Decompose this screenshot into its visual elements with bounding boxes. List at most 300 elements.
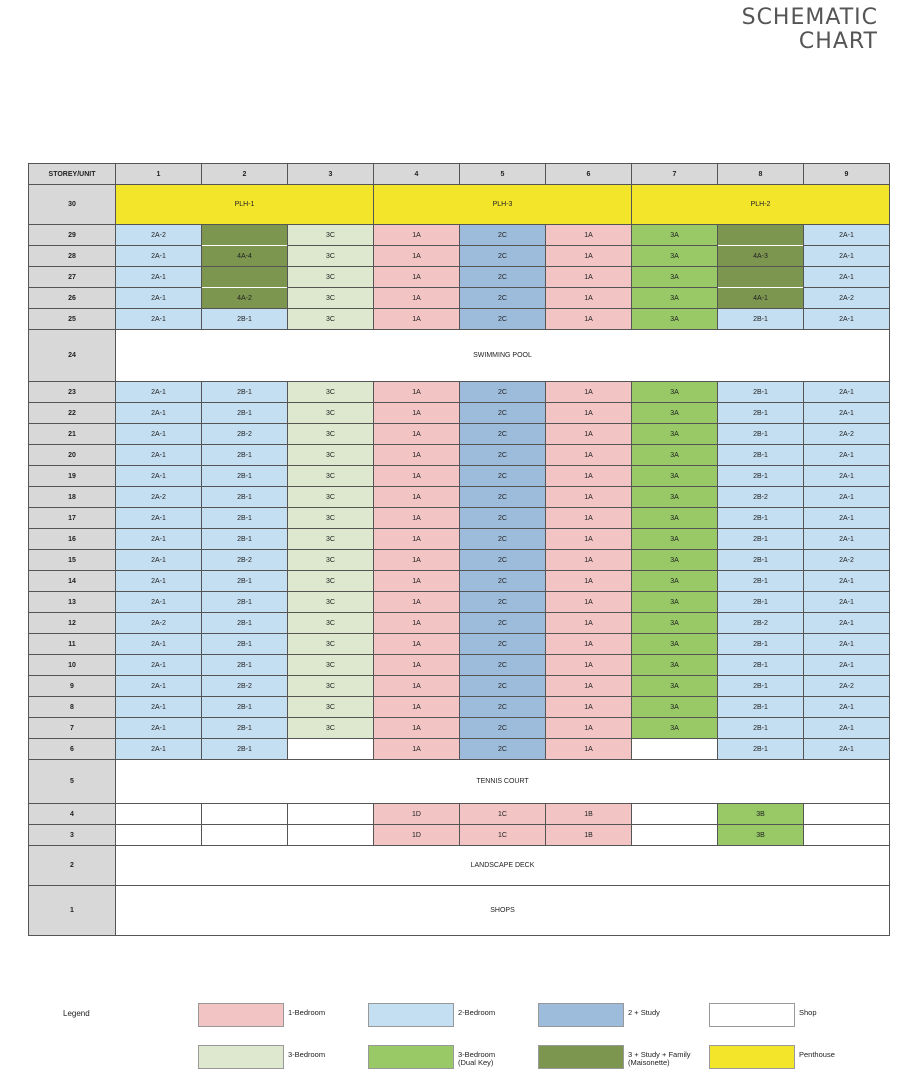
unit-cell: 1A (374, 403, 460, 424)
unit-cell: 1A (546, 424, 632, 445)
unit-cell: 3A (632, 634, 718, 655)
storey-label: 15 (29, 550, 116, 571)
unit-cell: 1A (374, 613, 460, 634)
unit-cell: 2B-2 (202, 424, 288, 445)
unit-cell: 2A-2 (116, 225, 202, 246)
unit-cell: 3A (632, 288, 718, 309)
unit-cell: 2B-1 (718, 718, 804, 739)
storey-row-6 (29, 739, 890, 760)
unit-cell: 3A (632, 424, 718, 445)
unit-cell: 2B-1 (718, 550, 804, 571)
unit-cell: 1C (460, 825, 546, 846)
unit-cell: 2A-1 (116, 288, 202, 309)
unit-cell: 1A (546, 571, 632, 592)
unit-cell: 3C (288, 246, 374, 267)
unit-cell: 1C (460, 804, 546, 825)
unit-cell: 1A (374, 676, 460, 697)
unit-cell: 1A (546, 267, 632, 288)
storey-row-14 (29, 571, 890, 592)
facility-cell: SHOPS (116, 886, 890, 936)
unit-cell: 2C (460, 445, 546, 466)
table-body (29, 185, 890, 936)
unit-cell: 1A (374, 634, 460, 655)
unit-cell: 2B-2 (718, 487, 804, 508)
legend-label: 1-Bedroom (288, 1008, 326, 1017)
unit-cell: 3C (288, 466, 374, 487)
storey-label: 17 (29, 508, 116, 529)
unit-cell: 3C (288, 403, 374, 424)
storey-label: 24 (29, 330, 116, 382)
unit-cell: 1A (374, 466, 460, 487)
legend-swatch (198, 1003, 284, 1027)
unit-cell: 2B-1 (202, 309, 288, 330)
unit-cell: 2A-1 (804, 403, 890, 424)
legend-swatch (368, 1045, 454, 1069)
storey-row-2 (29, 846, 890, 886)
unit-cell: 3A (632, 508, 718, 529)
unit-cell: 3A (632, 697, 718, 718)
facility-cell: LANDSCAPE DECK (116, 846, 890, 886)
storey-label: 20 (29, 445, 116, 466)
unit-cell: 1A (546, 508, 632, 529)
unit-cell: 2C (460, 550, 546, 571)
unit-cell: 2B-1 (202, 487, 288, 508)
legend-item (709, 1003, 900, 1029)
header-unit-5: 5 (460, 164, 546, 185)
unit-cell: 2A-2 (804, 424, 890, 445)
header-unit-2: 2 (202, 164, 288, 185)
storey-row-29 (29, 225, 890, 246)
unit-cell: 1A (546, 655, 632, 676)
unit-cell: 3A (632, 571, 718, 592)
unit-cell: 2B-1 (202, 466, 288, 487)
unit-cell: 2B-2 (718, 613, 804, 634)
unit-cell: 2A-1 (116, 382, 202, 403)
unit-cell: 2C (460, 466, 546, 487)
unit-cell: 2B-1 (202, 445, 288, 466)
unit-cell (202, 225, 288, 246)
unit-cell: 1A (374, 655, 460, 676)
unit-cell: 2C (460, 309, 546, 330)
storey-row-7 (29, 718, 890, 739)
storey-row-16 (29, 529, 890, 550)
storey-label: 25 (29, 309, 116, 330)
unit-cell: 1A (546, 592, 632, 613)
storey-label: 9 (29, 676, 116, 697)
unit-cell: 3A (632, 246, 718, 267)
unit-cell: 2A-1 (804, 445, 890, 466)
unit-cell: 2B-1 (202, 634, 288, 655)
unit-cell: 2A-1 (804, 225, 890, 246)
unit-cell: 2C (460, 655, 546, 676)
unit-cell: 4A-2 (202, 288, 288, 309)
unit-cell: 1A (546, 382, 632, 403)
unit-cell: 4A-4 (202, 246, 288, 267)
storey-row-5 (29, 760, 890, 804)
unit-cell: 2A-1 (116, 508, 202, 529)
unit-cell: 2A-1 (804, 508, 890, 529)
unit-cell: 2B-1 (202, 403, 288, 424)
storey-label: 16 (29, 529, 116, 550)
storey-label: 12 (29, 613, 116, 634)
unit-cell: 3C (288, 382, 374, 403)
storey-label: 30 (29, 185, 116, 225)
title-line-1: SCHEMATIC (741, 5, 878, 30)
storey-row-27 (29, 267, 890, 288)
unit-cell: 3C (288, 508, 374, 529)
unit-cell: 2A-1 (116, 697, 202, 718)
unit-cell: 2A-1 (116, 445, 202, 466)
unit-cell: 3A (632, 382, 718, 403)
unit-cell: 2B-1 (202, 697, 288, 718)
unit-cell: 2A-1 (116, 634, 202, 655)
storey-row-4 (29, 804, 890, 825)
unit-cell: 1D (374, 825, 460, 846)
header-unit-9: 9 (804, 164, 890, 185)
legend-label: 2 + Study (628, 1008, 660, 1017)
unit-cell: 4A-1 (718, 288, 804, 309)
unit-cell: 1A (546, 634, 632, 655)
unit-cell: 3C (288, 267, 374, 288)
unit-cell: 3C (288, 613, 374, 634)
storey-label: 3 (29, 825, 116, 846)
storey-row-28 (29, 246, 890, 267)
unit-cell: 2A-1 (804, 697, 890, 718)
unit-cell: 1D (374, 804, 460, 825)
table-header (29, 164, 890, 185)
unit-cell: 2C (460, 718, 546, 739)
unit-cell: 2B-1 (718, 529, 804, 550)
unit-cell: 2B-2 (202, 676, 288, 697)
storey-label: 28 (29, 246, 116, 267)
storey-row-26 (29, 288, 890, 309)
unit-cell: 1A (374, 246, 460, 267)
unit-cell: 3A (632, 613, 718, 634)
unit-cell: 2A-2 (116, 487, 202, 508)
unit-cell: 1A (374, 267, 460, 288)
header-unit-6: 6 (546, 164, 632, 185)
unit-cell: 2A-1 (804, 592, 890, 613)
unit-cell: 1A (546, 487, 632, 508)
unit-cell: 1A (546, 718, 632, 739)
unit-cell: 1A (546, 739, 632, 760)
unit-cell: 2A-1 (804, 655, 890, 676)
header-unit-3: 3 (288, 164, 374, 185)
unit-cell: 2C (460, 382, 546, 403)
unit-cell (632, 825, 718, 846)
unit-cell: 1A (546, 550, 632, 571)
storey-label: 14 (29, 571, 116, 592)
unit-cell: 3A (632, 466, 718, 487)
unit-cell: 3B (718, 804, 804, 825)
unit-cell: 1B (546, 804, 632, 825)
unit-cell: 2A-1 (116, 309, 202, 330)
legend-swatch (709, 1045, 795, 1069)
unit-cell: 2C (460, 592, 546, 613)
unit-cell: 1A (374, 529, 460, 550)
unit-cell: 2B-1 (202, 571, 288, 592)
unit-cell: 3A (632, 718, 718, 739)
unit-cell: 2C (460, 246, 546, 267)
unit-cell: 1A (374, 487, 460, 508)
header-unit-8: 8 (718, 164, 804, 185)
unit-cell: 3C (288, 225, 374, 246)
unit-cell: 3C (288, 487, 374, 508)
unit-cell: 2B-1 (202, 592, 288, 613)
unit-cell: 2C (460, 634, 546, 655)
unit-cell: 3A (632, 676, 718, 697)
unit-cell: 2C (460, 739, 546, 760)
unit-cell: 1A (374, 288, 460, 309)
legend-label: 3-Bedroom (Dual Key) (458, 1050, 496, 1067)
unit-cell: 2A-2 (804, 676, 890, 697)
unit-cell: 2B-1 (202, 382, 288, 403)
unit-cell: 2B-1 (718, 445, 804, 466)
legend-label: 3-Bedroom (288, 1050, 326, 1059)
legend-label: Shop (799, 1008, 817, 1017)
unit-cell: 3A (632, 445, 718, 466)
storey-row-22 (29, 403, 890, 424)
header-unit-7: 7 (632, 164, 718, 185)
unit-cell: 2A-1 (804, 267, 890, 288)
unit-cell: 3A (632, 267, 718, 288)
legend-swatch (709, 1003, 795, 1027)
unit-cell: PLH-1 (116, 185, 374, 225)
header-unit-1: 1 (116, 164, 202, 185)
unit-cell: 2C (460, 529, 546, 550)
storey-label: 27 (29, 267, 116, 288)
unit-cell: 2B-1 (202, 718, 288, 739)
storey-label: 22 (29, 403, 116, 424)
unit-cell: 2A-1 (804, 529, 890, 550)
legend (28, 995, 881, 1075)
header-storey-unit: STOREY/UNIT (29, 164, 116, 185)
unit-cell: 2A-1 (804, 571, 890, 592)
legend-swatch (538, 1003, 624, 1027)
unit-cell: 3C (288, 424, 374, 445)
unit-cell: 2C (460, 676, 546, 697)
unit-cell: 2A-1 (116, 571, 202, 592)
storey-label: 23 (29, 382, 116, 403)
unit-cell: 1A (374, 508, 460, 529)
unit-cell: 2A-2 (804, 550, 890, 571)
unit-cell: 2B-1 (718, 466, 804, 487)
unit-cell: 2A-1 (116, 739, 202, 760)
legend-swatch (368, 1003, 454, 1027)
unit-cell: 2A-1 (116, 718, 202, 739)
unit-cell: 2B-1 (718, 403, 804, 424)
unit-cell: 3A (632, 592, 718, 613)
unit-cell (632, 804, 718, 825)
storey-label: 2 (29, 846, 116, 886)
unit-cell: 2A-2 (804, 288, 890, 309)
unit-cell: 1A (374, 424, 460, 445)
unit-cell: 1A (374, 718, 460, 739)
storey-label: 18 (29, 487, 116, 508)
storey-label: 1 (29, 886, 116, 936)
unit-cell: 2B-1 (718, 508, 804, 529)
unit-cell: 2A-1 (116, 655, 202, 676)
unit-cell: 1A (374, 445, 460, 466)
unit-cell: 1A (546, 676, 632, 697)
unit-cell: 2C (460, 487, 546, 508)
unit-cell: 2A-1 (116, 424, 202, 445)
storey-row-19 (29, 466, 890, 487)
unit-cell: 2B-1 (202, 655, 288, 676)
storey-row-11 (29, 634, 890, 655)
unit-cell: 2A-1 (804, 739, 890, 760)
storey-label: 5 (29, 760, 116, 804)
storey-label: 19 (29, 466, 116, 487)
unit-cell: 3A (632, 309, 718, 330)
unit-cell: 1A (546, 403, 632, 424)
unit-cell: 2B-1 (718, 676, 804, 697)
unit-cell: 1A (546, 697, 632, 718)
unit-cell: 2A-1 (116, 246, 202, 267)
unit-cell: 3C (288, 529, 374, 550)
unit-cell (288, 739, 374, 760)
unit-cell: 1A (546, 309, 632, 330)
storey-label: 7 (29, 718, 116, 739)
unit-cell: 3A (632, 655, 718, 676)
unit-cell: 2A-1 (116, 403, 202, 424)
unit-cell (804, 804, 890, 825)
facility-cell: SWIMMING POOL (116, 330, 890, 382)
storey-label: 26 (29, 288, 116, 309)
unit-cell: 2C (460, 613, 546, 634)
storey-label: 29 (29, 225, 116, 246)
unit-cell: 2A-1 (116, 676, 202, 697)
unit-cell: 1A (546, 246, 632, 267)
storey-row-18 (29, 487, 890, 508)
unit-cell (718, 267, 804, 288)
unit-cell: 2A-1 (804, 613, 890, 634)
unit-cell: 2B-1 (202, 529, 288, 550)
unit-cell: 1A (374, 697, 460, 718)
unit-cell (202, 825, 288, 846)
unit-cell: 2A-1 (804, 487, 890, 508)
unit-cell (288, 804, 374, 825)
unit-cell: 1A (374, 225, 460, 246)
unit-cell (202, 267, 288, 288)
unit-cell (804, 825, 890, 846)
storey-row-15 (29, 550, 890, 571)
storey-row-23 (29, 382, 890, 403)
header-row (29, 164, 890, 185)
unit-cell: 2B-1 (718, 592, 804, 613)
unit-cell: 2B-1 (718, 697, 804, 718)
unit-cell: 2A-1 (804, 309, 890, 330)
unit-cell: 2C (460, 267, 546, 288)
facility-cell: TENNIS COURT (116, 760, 890, 804)
unit-cell: 3A (632, 225, 718, 246)
legend-label: 2-Bedroom (458, 1008, 496, 1017)
unit-cell: 2A-1 (116, 529, 202, 550)
unit-cell: 2A-1 (804, 382, 890, 403)
storey-row-25 (29, 309, 890, 330)
unit-cell: 2C (460, 288, 546, 309)
storey-row-1 (29, 886, 890, 936)
unit-cell: 2B-1 (202, 508, 288, 529)
unit-cell: 3C (288, 550, 374, 571)
unit-cell: 1A (546, 466, 632, 487)
unit-cell: 3A (632, 403, 718, 424)
page-title (742, 6, 878, 54)
unit-cell: 3C (288, 445, 374, 466)
unit-cell: 2B-1 (718, 382, 804, 403)
unit-cell: 4A-3 (718, 246, 804, 267)
unit-cell: 1A (374, 592, 460, 613)
unit-cell: 2B-2 (202, 550, 288, 571)
unit-cell: 3A (632, 550, 718, 571)
unit-cell: 1B (546, 825, 632, 846)
unit-cell (116, 804, 202, 825)
header-unit-4: 4 (374, 164, 460, 185)
legend-label: 3 + Study + Family (Maisonette) (628, 1050, 691, 1067)
unit-cell: 2A-1 (804, 246, 890, 267)
unit-cell: 2B-1 (202, 739, 288, 760)
unit-cell: 3C (288, 571, 374, 592)
storey-label: 8 (29, 697, 116, 718)
storey-row-3 (29, 825, 890, 846)
unit-cell (116, 825, 202, 846)
unit-cell: 2C (460, 424, 546, 445)
unit-cell: 2A-1 (804, 634, 890, 655)
unit-cell: 1A (374, 382, 460, 403)
unit-cell: 3C (288, 592, 374, 613)
unit-cell: 2A-1 (116, 466, 202, 487)
unit-cell: 2A-1 (116, 550, 202, 571)
storey-label: 21 (29, 424, 116, 445)
unit-cell: 1A (374, 550, 460, 571)
legend-label: Penthouse (799, 1050, 835, 1059)
unit-cell: 2A-1 (116, 592, 202, 613)
unit-cell: 2C (460, 508, 546, 529)
unit-cell: 3B (718, 825, 804, 846)
storey-row-20 (29, 445, 890, 466)
unit-cell: 3C (288, 697, 374, 718)
unit-cell: 3C (288, 655, 374, 676)
storey-row-13 (29, 592, 890, 613)
legend-swatch (538, 1045, 624, 1069)
unit-cell: 3A (632, 487, 718, 508)
unit-cell: 2B-1 (718, 571, 804, 592)
unit-cell: PLH-2 (632, 185, 890, 225)
storey-row-8 (29, 697, 890, 718)
unit-cell (202, 804, 288, 825)
storey-row-9 (29, 676, 890, 697)
unit-cell: 3A (632, 529, 718, 550)
unit-cell: 2B-1 (718, 309, 804, 330)
unit-cell: 2B-1 (718, 655, 804, 676)
unit-cell: 3C (288, 676, 374, 697)
unit-cell: 1A (546, 445, 632, 466)
unit-cell (288, 825, 374, 846)
storey-row-10 (29, 655, 890, 676)
unit-cell: 2A-1 (116, 267, 202, 288)
storey-label: 6 (29, 739, 116, 760)
unit-cell: 2B-1 (718, 739, 804, 760)
unit-cell: 3C (288, 309, 374, 330)
unit-cell: 1A (374, 309, 460, 330)
storey-row-24 (29, 330, 890, 382)
unit-cell: 1A (546, 288, 632, 309)
unit-cell: 2A-2 (116, 613, 202, 634)
unit-cell (632, 739, 718, 760)
unit-cell: 1A (374, 571, 460, 592)
storey-label: 13 (29, 592, 116, 613)
unit-cell: 1A (546, 225, 632, 246)
